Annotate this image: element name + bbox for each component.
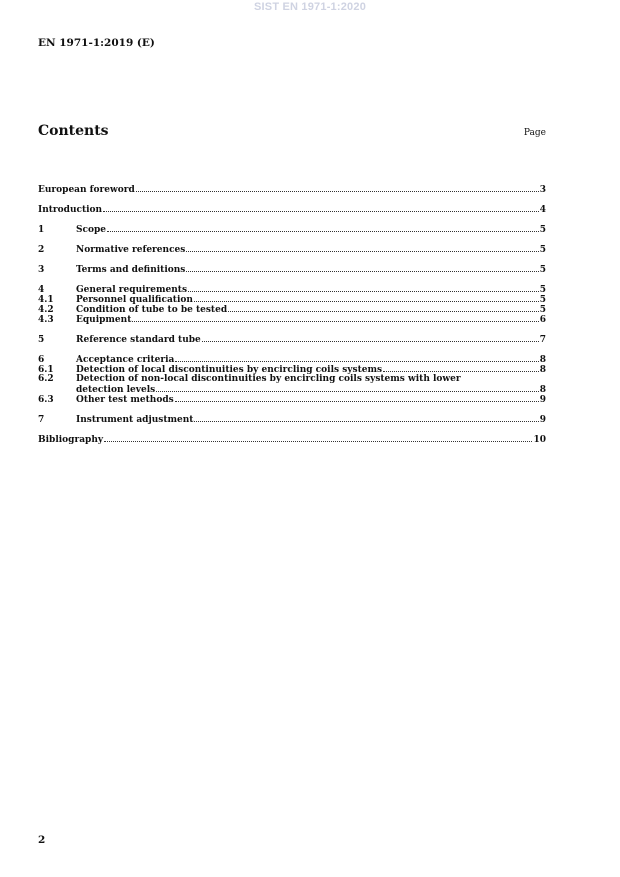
document-id: EN 1971-1:2019 (E) xyxy=(38,37,155,49)
dot-leader xyxy=(188,284,539,292)
toc-entry-title: Detection of local discontinuities by encircling coils systems xyxy=(76,365,383,375)
toc-entry-title: Bibliography xyxy=(38,435,104,445)
toc-entry[interactable] xyxy=(38,334,546,344)
toc-entry-title: Other test methods xyxy=(76,395,174,405)
dot-leader xyxy=(383,364,539,372)
toc-entry[interactable] xyxy=(38,284,546,294)
toc-entry-page: 5 xyxy=(539,295,546,305)
toc-entry-title: General requirements xyxy=(76,285,188,295)
dot-leader xyxy=(186,244,538,252)
toc-entry-title: Instrument adjustment xyxy=(76,415,194,425)
page-number: 2 xyxy=(38,834,46,846)
toc-entry[interactable] xyxy=(38,204,546,214)
toc-entry-title: Introduction xyxy=(38,205,103,215)
toc-entry-page: 4 xyxy=(539,205,546,215)
contents-heading: Contents xyxy=(38,123,109,139)
dot-leader xyxy=(132,314,538,322)
toc-entry-page: 9 xyxy=(539,415,546,425)
toc-entry-page: 8 xyxy=(539,385,546,395)
toc-entry-title: Condition of tube to be tested xyxy=(76,305,228,315)
dot-leader xyxy=(103,204,539,212)
dot-leader xyxy=(228,304,539,312)
toc-entry-page: 7 xyxy=(539,335,546,345)
toc-entry[interactable] xyxy=(38,264,546,274)
table-of-contents xyxy=(38,184,546,454)
toc-entry-page: 5 xyxy=(539,285,546,295)
toc-entry-title-continued: detection levels xyxy=(76,385,156,395)
toc-entry-page: 5 xyxy=(539,265,546,275)
dot-leader xyxy=(136,184,539,192)
toc-entry-number: 3 xyxy=(38,265,45,275)
toc-entry-page: 8 xyxy=(539,365,546,375)
toc-entry-title: Equipment xyxy=(76,315,132,325)
toc-entry-page: 9 xyxy=(539,395,546,405)
toc-entry[interactable] xyxy=(38,304,546,314)
page-column-label: Page xyxy=(523,128,546,138)
toc-entry[interactable] xyxy=(38,434,546,444)
toc-entry[interactable] xyxy=(38,224,546,234)
toc-entry[interactable] xyxy=(38,414,546,424)
dot-leader xyxy=(175,394,539,402)
toc-entry[interactable] xyxy=(38,184,546,194)
toc-entry-page: 5 xyxy=(539,225,546,235)
toc-entry[interactable] xyxy=(38,374,546,394)
dot-leader xyxy=(156,384,539,392)
toc-entry-number: 4.2 xyxy=(38,305,54,315)
toc-entry-page: 6 xyxy=(539,315,546,325)
toc-entry[interactable] xyxy=(38,364,546,374)
toc-entry-page: 8 xyxy=(539,355,546,365)
toc-entry-title: Scope xyxy=(76,225,107,235)
toc-entry-number: 4.1 xyxy=(38,295,54,305)
toc-entry-number: 5 xyxy=(38,335,45,345)
toc-entry-number: 7 xyxy=(38,415,45,425)
dot-leader xyxy=(104,434,532,442)
toc-entry-number: 6.2 xyxy=(38,374,54,384)
toc-entry-page: 10 xyxy=(533,435,546,445)
toc-entry-page: 5 xyxy=(539,305,546,315)
toc-entry[interactable] xyxy=(38,354,546,364)
dot-leader xyxy=(107,224,539,232)
toc-entry[interactable] xyxy=(38,314,546,324)
toc-entry-title: Terms and definitions xyxy=(76,265,186,275)
dot-leader xyxy=(194,294,539,302)
toc-entry-number: 4.3 xyxy=(38,315,54,325)
toc-entry-number: 2 xyxy=(38,245,45,255)
watermark: SIST EN 1971-1:2020 xyxy=(253,1,367,13)
toc-entry-title: Detection of non-local discontinuities by encircling coils systems with lower xyxy=(76,374,461,384)
dot-leader xyxy=(186,264,538,272)
dot-leader xyxy=(175,354,538,362)
toc-entry[interactable] xyxy=(38,394,546,404)
toc-entry-number: 6.1 xyxy=(38,365,54,375)
toc-entry[interactable] xyxy=(38,294,546,304)
toc-entry-title: Acceptance criteria xyxy=(76,355,175,365)
toc-entry-number: 6 xyxy=(38,355,45,365)
toc-entry-number: 6.3 xyxy=(38,395,54,405)
dot-leader xyxy=(194,414,538,422)
toc-entry-title: Normative references xyxy=(76,245,186,255)
toc-entry-title: Reference standard tube xyxy=(76,335,201,345)
toc-entry-page: 3 xyxy=(539,185,546,195)
toc-entry-page: 5 xyxy=(539,245,546,255)
toc-entry[interactable] xyxy=(38,244,546,254)
dot-leader xyxy=(202,334,539,342)
toc-entry-number: 1 xyxy=(38,225,45,235)
toc-entry-number: 4 xyxy=(38,285,45,295)
toc-entry-title: Personnel qualification xyxy=(76,295,193,305)
toc-entry-title: European foreword xyxy=(38,185,135,195)
